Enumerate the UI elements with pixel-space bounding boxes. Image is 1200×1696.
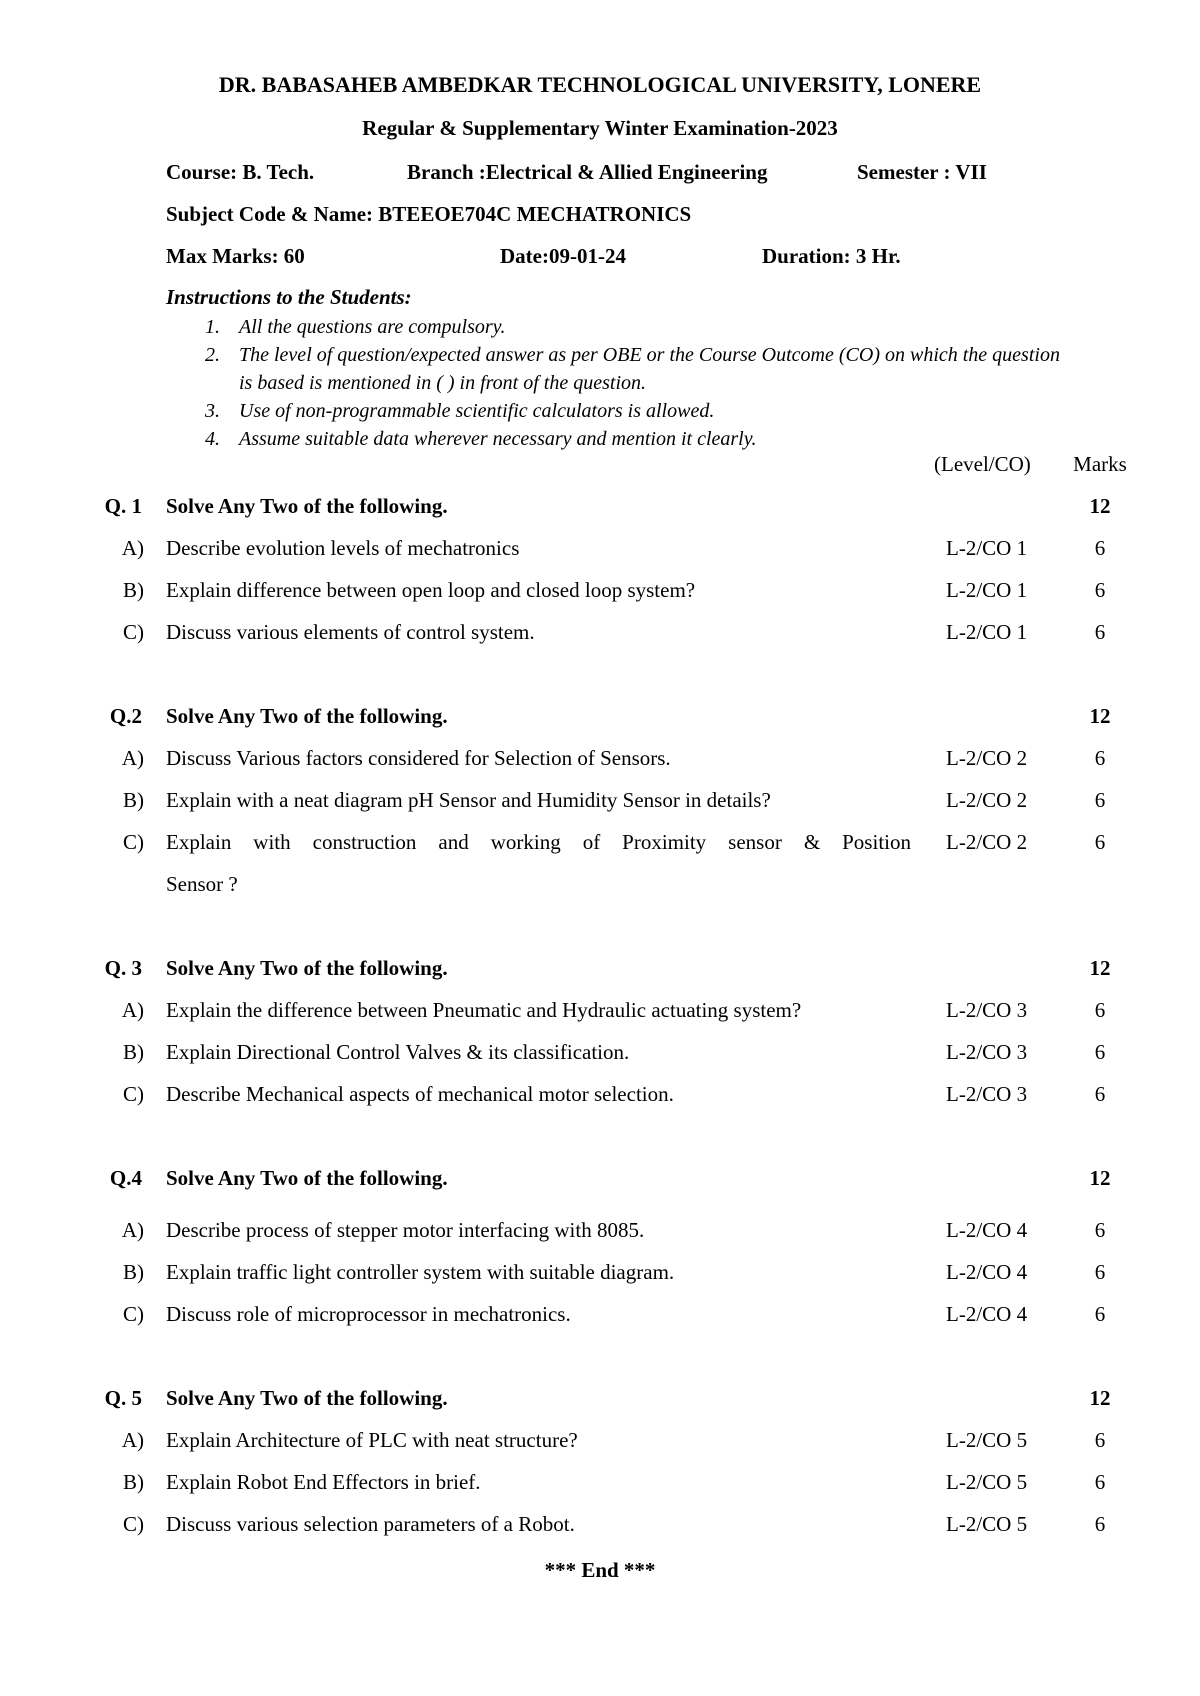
question-4 [0,1166,1200,1344]
sub-question-label: C) [123,1302,144,1326]
sub-question-marks: 6 [1094,1040,1106,1064]
sub-question-marks: 6 [1094,1428,1106,1452]
sub-question-level: L-2/CO 3 [946,1040,1028,1064]
end-marker: *** End *** [544,1558,656,1582]
instructions-list [205,313,1075,453]
duration-label: Duration: 3 Hr. [762,244,901,268]
instruction-text: Assume suitable data wherever necessary and mention it clearly. [239,428,757,450]
sub-question [0,830,1200,872]
sub-question [0,1470,1200,1512]
sub-question-label: A) [121,998,144,1022]
instruction-item [205,313,1075,341]
sub-question-label: B) [123,1470,144,1494]
sub-question [0,1260,1200,1302]
sub-question-level: L-2/CO 1 [946,536,1028,560]
question-header [0,956,1200,998]
question-marks: 12 [1089,704,1111,728]
question-marks: 12 [1089,956,1111,980]
sub-question-label: C) [123,1082,144,1106]
sub-question-marks: 6 [1094,998,1106,1022]
sub-question-label: B) [123,578,144,602]
sub-question-text: Explain Robot End Effectors in brief. [166,1470,481,1494]
sub-question [0,536,1200,578]
sub-question-level: L-2/CO 2 [946,746,1028,770]
semester-label: Semester : VII [857,160,987,184]
sub-question-text: Discuss various elements of control system. [166,620,535,644]
sub-question-label: B) [123,788,144,812]
level-co-column-header: (Level/CO) [934,452,1031,476]
sub-question [0,1302,1200,1344]
question-marks: 12 [1089,1386,1111,1410]
question-number: Q.4 [109,1166,142,1190]
question-1 [0,494,1200,662]
question-2 [0,704,1200,914]
sub-question-label: C) [123,1512,144,1536]
course-label: Course: B. Tech. [166,160,315,184]
marks-column-header: Marks [1073,452,1127,476]
sub-question-text: Discuss role of microprocessor in mechatronics. [166,1302,571,1326]
question-number: Q. 1 [104,494,142,518]
sub-question-level: L-2/CO 4 [946,1218,1028,1242]
question-number: Q.2 [109,704,142,728]
sub-question [0,1040,1200,1082]
sub-question [0,1082,1200,1124]
question-title: Solve Any Two of the following. [166,494,448,518]
sub-question-text: Explain the difference between Pneumatic and Hydraulic actuating system? [166,998,802,1022]
sub-question-text: Discuss Various factors considered for Selection of Sensors. [166,746,671,770]
sub-question [0,578,1200,620]
sub-question-marks: 6 [1094,1470,1106,1494]
instructions-title: Instructions to the Students: [166,285,412,309]
sub-question-level: L-2/CO 1 [946,620,1028,644]
sub-question-level: L-2/CO 4 [946,1302,1028,1326]
sub-question-marks: 6 [1094,1260,1106,1284]
sub-question-text: Describe Mechanical aspects of mechanical motor selection. [166,1082,674,1106]
sub-question-text: Explain difference between open loop and closed loop system? [166,578,696,602]
subject-label: Subject Code & Name: BTEEOE704C MECHATRONICS [166,202,692,226]
question-title: Solve Any Two of the following. [166,1386,448,1410]
question-3 [0,956,1200,1124]
sub-question-marks: 6 [1094,830,1106,854]
sub-question-marks: 6 [1094,1302,1106,1326]
sub-question-text: Explain Architecture of PLC with neat structure? [166,1428,578,1452]
question-title: Solve Any Two of the following. [166,956,448,980]
instruction-item [205,397,1075,425]
sub-question-level: L-2/CO 1 [946,578,1028,602]
question-header [0,494,1200,536]
instruction-number: 3. [205,400,220,422]
sub-question-marks: 6 [1094,578,1106,602]
instruction-text: All the questions are compulsory. [239,316,506,338]
sub-question-level: L-2/CO 4 [946,1260,1028,1284]
instruction-number: 1. [205,316,220,338]
sub-question-label: A) [121,536,144,560]
sub-question [0,1218,1200,1260]
sub-question-label: C) [123,830,144,854]
sub-question-marks: 6 [1094,746,1106,770]
sub-question-level: L-2/CO 2 [946,788,1028,812]
sub-question-text: Discuss various selection parameters of a Robot. [166,1512,575,1536]
sub-question-level: L-2/CO 2 [946,830,1028,854]
date-label: Date:09-01-24 [500,244,626,268]
sub-question [0,788,1200,830]
sub-question-label: A) [121,1218,144,1242]
sub-question-marks: 6 [1094,620,1106,644]
sub-question-label: B) [123,1260,144,1284]
sub-question-marks: 6 [1094,788,1106,812]
sub-question [0,1428,1200,1470]
sub-question-text: Explain with construction and working of Proximity sensor & Position [166,830,911,854]
sub-question [0,1512,1200,1554]
question-5 [0,1386,1200,1554]
sub-question-text: Explain with a neat diagram pH Sensor and Humidity Sensor in details? [166,788,771,812]
sub-question-continuation [0,872,1200,914]
sub-question-marks: 6 [1094,1512,1106,1536]
question-header [0,1386,1200,1428]
sub-question-marks: 6 [1094,536,1106,560]
sub-question-marks: 6 [1094,1082,1106,1106]
question-marks: 12 [1089,1166,1111,1190]
instruction-item [205,425,1075,453]
instruction-text: Use of non-programmable scientific calculators is allowed. [239,400,715,422]
sub-question-text: Describe process of stepper motor interfacing with 8085. [166,1218,645,1242]
sub-question-level: L-2/CO 3 [946,998,1028,1022]
sub-question [0,620,1200,662]
university-name: DR. BABASAHEB AMBEDKAR TECHNOLOGICAL UNIVERSITY, LONERE [218,72,982,97]
question-header [0,704,1200,746]
sub-question-level: L-2/CO 5 [946,1512,1028,1536]
sub-question-level: L-2/CO 5 [946,1470,1028,1494]
question-title: Solve Any Two of the following. [166,704,448,728]
question-title: Solve Any Two of the following. [166,1166,448,1190]
sub-question-label: A) [121,1428,144,1452]
question-marks: 12 [1089,494,1111,518]
sub-question-label: B) [123,1040,144,1064]
sub-question-label: C) [123,620,144,644]
question-number: Q. 5 [104,1386,142,1410]
max-marks-label: Max Marks: 60 [166,244,305,268]
sub-question-text: Explain Directional Control Valves & its classification. [166,1040,630,1064]
instruction-text: The level of question/expected answer as per OBE or the Course Outcome (CO) on which the question is based is mentioned in ( ) in front of the question. [239,344,1060,394]
sub-question [0,746,1200,788]
sub-question-marks: 6 [1094,1218,1106,1242]
instruction-number: 4. [205,428,220,450]
instruction-item [205,341,1075,397]
sub-question-text: Explain traffic light controller system with suitable diagram. [166,1260,675,1284]
sub-question-level: L-2/CO 5 [946,1428,1028,1452]
branch-label: Branch :Electrical & Allied Engineering [407,160,768,184]
sub-question-text-continued: Sensor ? [166,872,238,896]
sub-question-text: Describe evolution levels of mechatronics [166,536,520,560]
instruction-number: 2. [205,344,220,366]
sub-question-label: A) [121,746,144,770]
question-header [0,1166,1200,1218]
exam-title: Regular & Supplementary Winter Examination-2023 [362,116,838,140]
sub-question [0,998,1200,1040]
sub-question-level: L-2/CO 3 [946,1082,1028,1106]
question-number: Q. 3 [104,956,142,980]
